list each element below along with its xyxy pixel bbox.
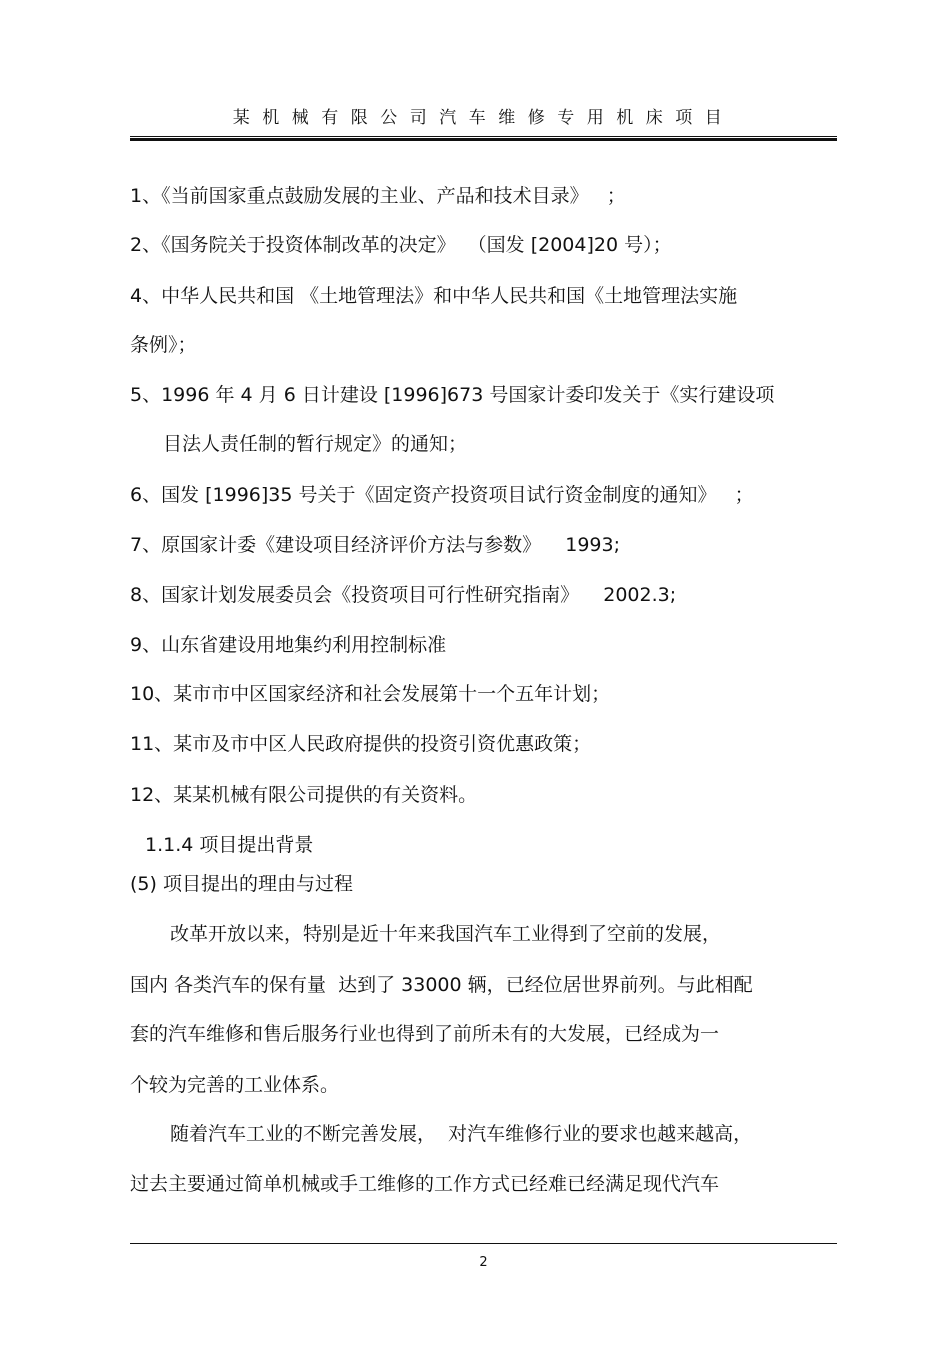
basis-item-4-continued: 条例》； bbox=[130, 334, 197, 356]
basis-item-12: 12、某某机械有限公司提供的有关资料。 bbox=[130, 784, 478, 806]
body-paragraph-1-line-1: 改革开放以来，特别是近十年来我国汽车工业得到了空前的发展， bbox=[170, 923, 722, 945]
body-paragraph-1-line-2: 国内 各类汽车的保有量 达到了 33000 辆，已经位居世界前列。与此相配 bbox=[130, 974, 753, 996]
body-paragraph-2-line-1: 随着汽车工业的不断完善发展， 对汽车维修行业的要求也越来越高， bbox=[170, 1123, 753, 1145]
body-paragraph-1-line-4: 个较为完善的工业体系。 bbox=[130, 1074, 340, 1096]
header-rule-bottom bbox=[130, 138, 837, 141]
page-number: 2 bbox=[479, 1255, 488, 1270]
basis-item-11: 11、某市及市中区人民政府提供的投资引资优惠政策； bbox=[130, 733, 592, 755]
body-paragraph-1-line-3: 套的汽车维修和售后服务行业也得到了前所未有的大发展，已经成为一 bbox=[130, 1023, 720, 1045]
body-paragraph-2-line-2: 过去主要通过简单机械或手工维修的工作方式已经难已经满足现代汽车 bbox=[130, 1173, 720, 1195]
basis-item-5-continued: 目法人责任制的暂行规定》的通知； bbox=[163, 433, 468, 455]
footer-rule bbox=[130, 1243, 837, 1244]
page-header-title: 某机械有限公司汽车维修专用机床项目 bbox=[232, 108, 735, 128]
basis-item-4: 4、中华人民共和国 《土地管理法》和中华人民共和国《土地管理法实施 bbox=[130, 285, 738, 307]
basis-item-7: 7、原国家计委《建设项目经济评价方法与参数》 1993; bbox=[130, 534, 621, 556]
section-heading: 1.1.4 项目提出背景 bbox=[145, 834, 314, 856]
basis-item-6: 6、国发 [1996]35 号关于《固定资产投资项目试行资金制度的通知》 ； bbox=[130, 484, 754, 506]
basis-item-2: 2、《国务院关于投资体制改革的决定》 （国发 [2004]20 号）； bbox=[130, 234, 672, 256]
basis-item-5: 5、1996 年 4 月 6 日计建设 [1996]673 号国家计委印发关于《实行建设项 bbox=[130, 384, 775, 406]
basis-item-8: 8、国家计划发展委员会《投资项目可行性研究指南》 2002.3; bbox=[130, 584, 677, 606]
basis-item-1: 1、《当前国家重点鼓励发展的主业、产品和技术目录》 ； bbox=[130, 185, 626, 207]
header-rule-top bbox=[130, 136, 837, 137]
basis-item-9: 9、山东省建设用地集约利用控制标准 bbox=[130, 634, 447, 656]
basis-item-10: 10、某市市中区国家经济和社会发展第十一个五年计划； bbox=[130, 683, 611, 705]
section-subheading: (5) 项目提出的理由与过程 bbox=[130, 873, 353, 895]
